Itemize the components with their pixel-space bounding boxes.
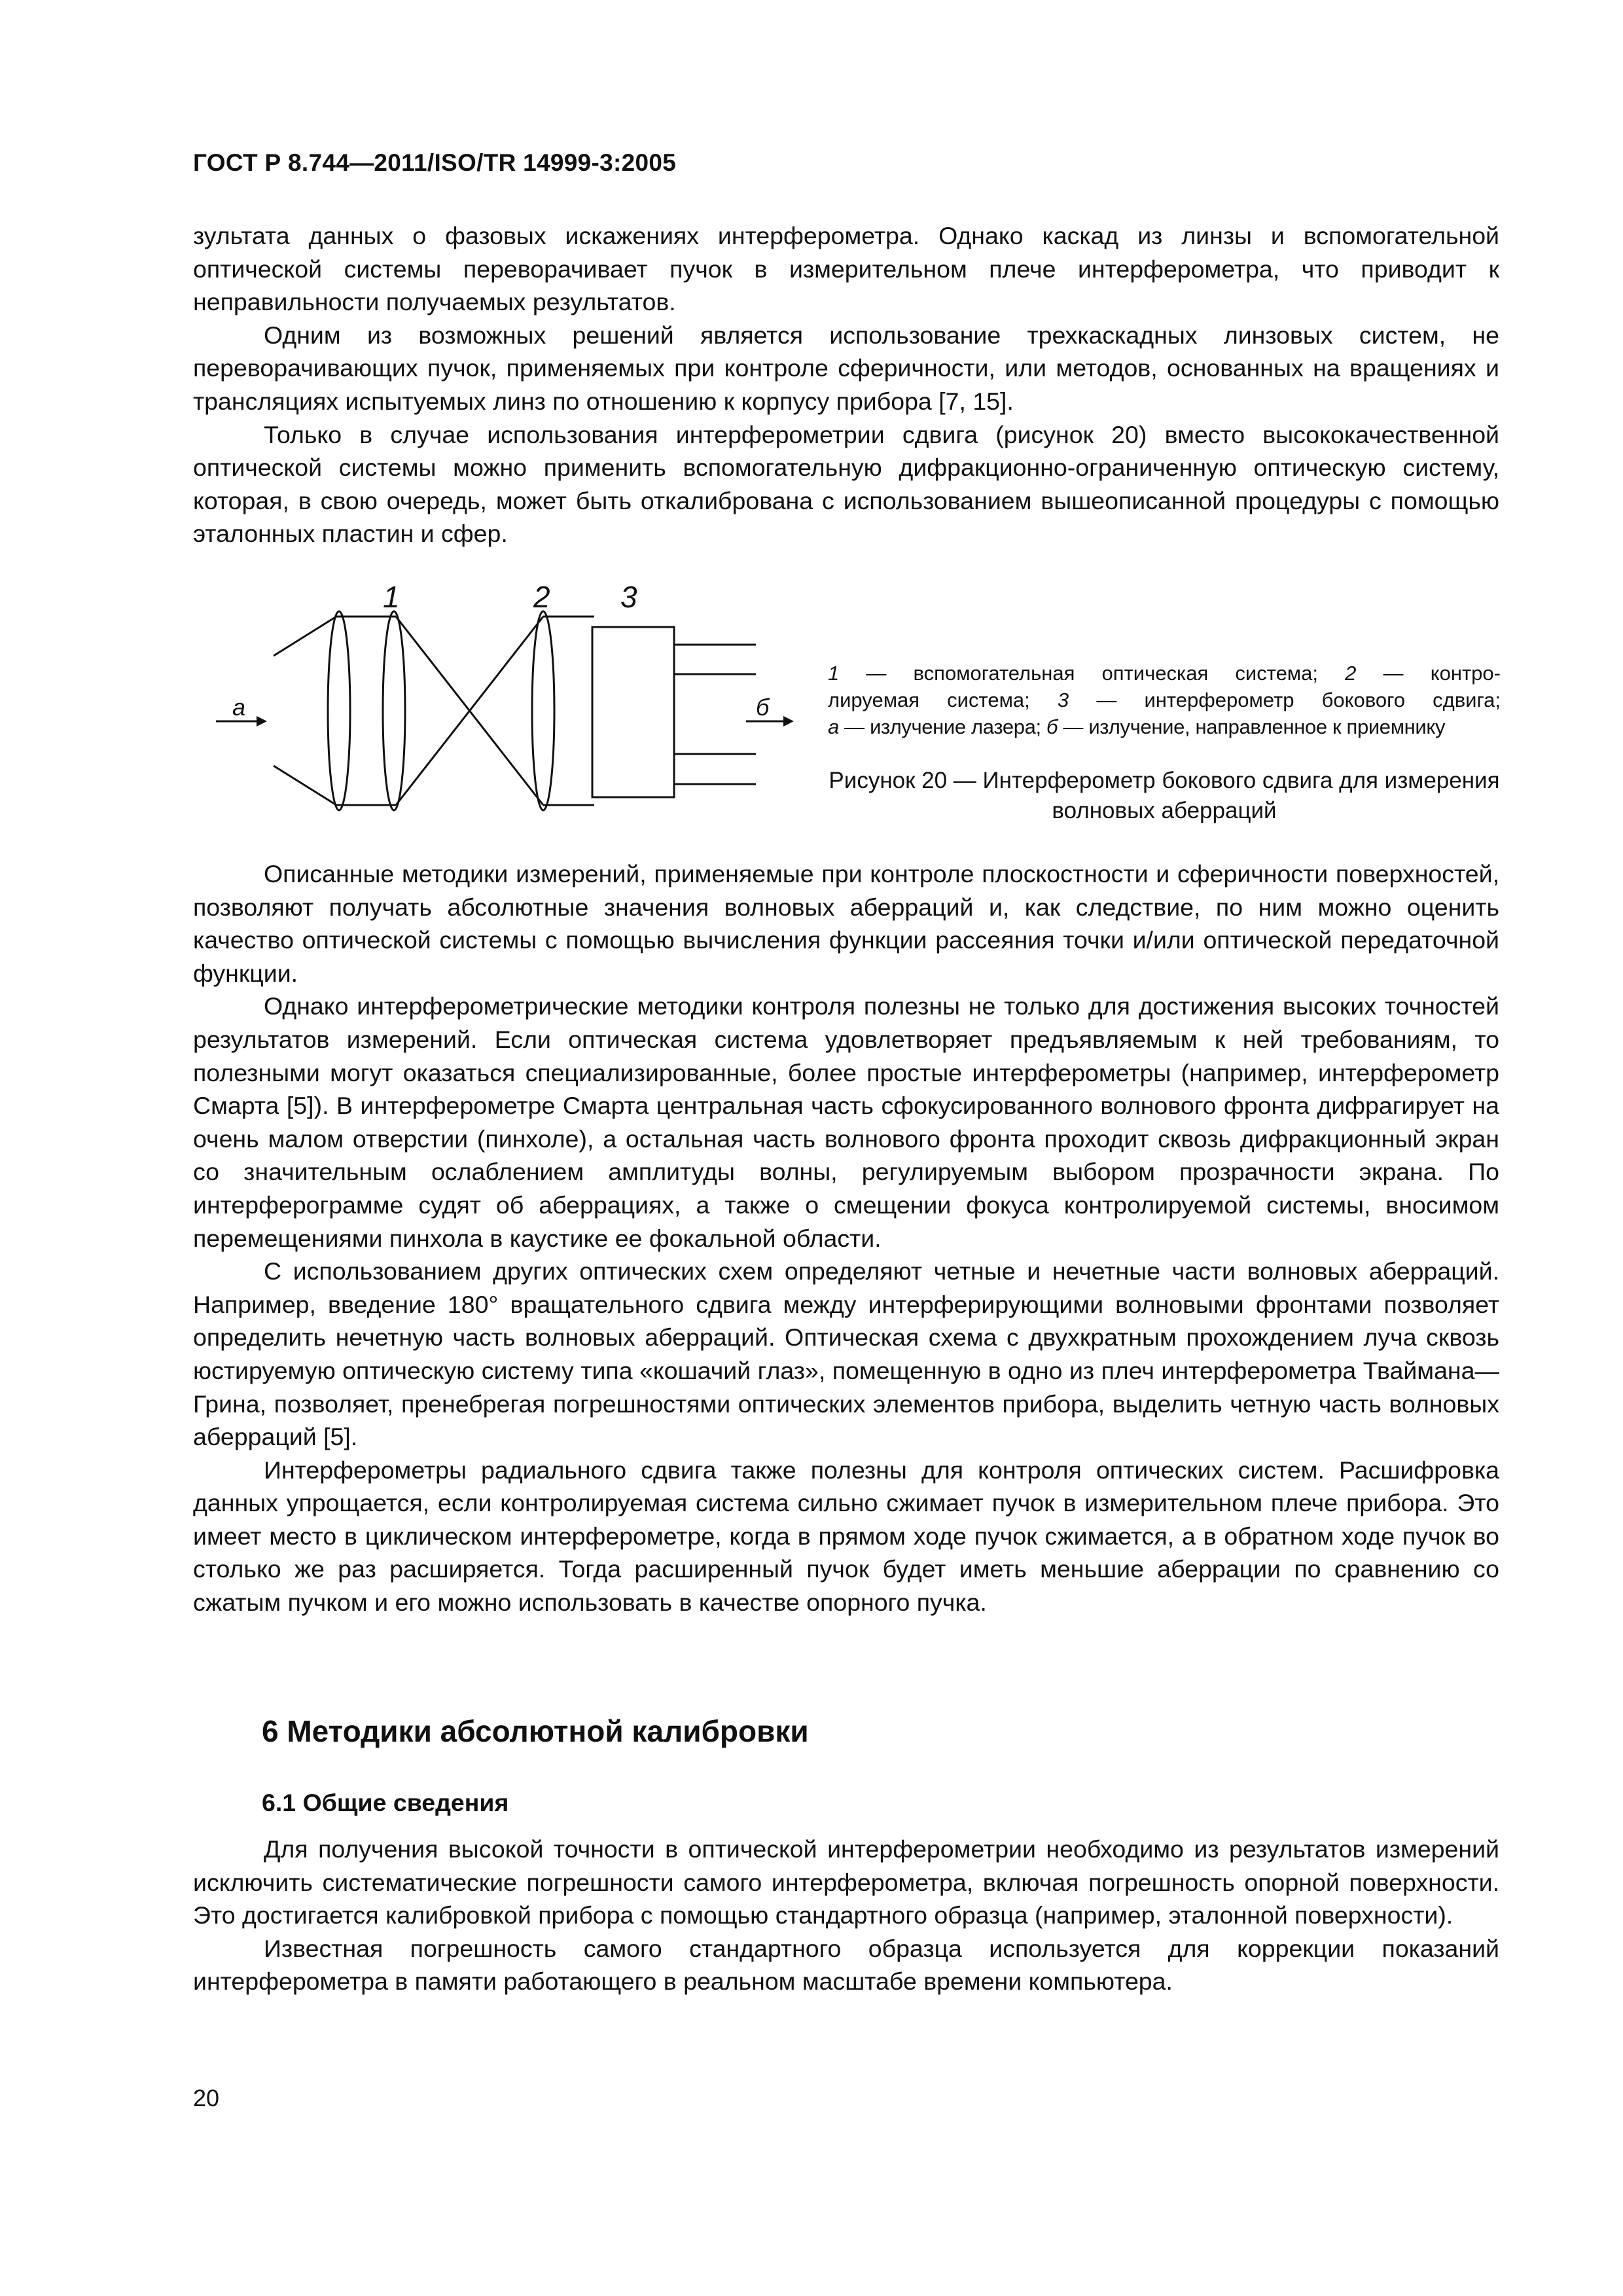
intro-paragraph-1: зультата данных о фазовых искажениях интерферометра. Однако каскад из линзы и вспомогательной оптической системы переворачивает пучок в измерительном плече интерферометра, что приводит к неправильности получаемых результатов.: [193, 222, 1499, 316]
document-header: ГОСТ Р 8.744—2011/ISO/TR 14999-3:2005: [193, 149, 677, 176]
page-number: 20: [193, 2085, 220, 2111]
lens-1a: [328, 611, 350, 810]
section-heading: 6 Методики абсолютной калибровки: [262, 1714, 809, 1748]
intro-text: [193, 219, 1499, 550]
body-paragraph-1: Описанные методики измерений, применяемые при контроле плоскостности и сферичности поверхностей, позволяют получать абсолютные значения волновых аберраций и, как следствие, по ним можно оценить качество оптической системы с помощью вычисления функции рассеяния точки и/или оптической передаточной функции.: [193, 860, 1499, 987]
figure-interferometer-diagram: [196, 576, 851, 838]
legend-line-3: а — излучение лазера; б — излучение, направленное к приемнику: [828, 715, 1446, 738]
body-paragraph-4: Интерферометры радиального сдвига также полезны для контроля оптических систем. Расшифровка данных упрощается, если контролируемая система сильно сжимает пучок в измерительном плече прибора. Это имеет место в циклическом интерферометре, когда в прямом ходе пучок сжимается, а в обратном ходе пучок во столько же раз расширяется. Тогда расширенный пучок будет иметь меньшие аберрации по сравнению со сжатым пучком и его можно использовать в качестве опорного пучка.: [193, 1456, 1499, 1617]
ray-lower-in: [274, 766, 336, 805]
label-3: 3: [620, 580, 637, 614]
label-1: 1: [383, 580, 400, 614]
body-paragraph-2: Однако интерферометрические методики контроля полезны не только для достижения высоких точностей результатов измерений. Если оптическая система удовлетворяет предъявляемым к ней требованиям, то полезными могут оказаться специализированные, более простые интерферометры (например, интерферометр Смарта [5]). В интерферометре Смарта центральная часть сфокусированного волнового фронта дифрагирует на очень малом отверстии (пинхоле), а остальная часть волнового фронта проходит сквозь дифракционный экран со значительным ослаблением амплитуды волны, регулируемым выбором прозрачности экрана. По интерферограмме судят об аберрациях, а также о смещении фокуса контролируемой системы, вносимом перемещениями пинхола в каустике ее фокальной области.: [193, 992, 1499, 1252]
body-text: [193, 857, 1499, 1619]
label-b: б: [756, 694, 770, 721]
figure-caption: Рисунок 20 — Интерферометр бокового сдвига для измерения волновых аберраций: [829, 768, 1500, 823]
interferometer-diagram: [196, 576, 851, 838]
ray-upper-in: [274, 617, 336, 656]
intro-paragraph-2: Одним из возможных решений является использование трехкаскадных линзовых систем, не переворачивающих пучок, применяемых при контроле сферичности, или методов, основанных на вращениях и трансляциях испытуемых линз по отношению к корпусу прибора [7, 15].: [193, 321, 1499, 415]
lens-1b: [383, 611, 405, 810]
lens-2: [532, 611, 554, 810]
arrow-a-head: [257, 716, 267, 726]
final-paragraph-2: Известная погрешность самого стандартного образца используется для коррекции показаний интерферометра в памяти работающего в реальном масштабе времени компьютера.: [193, 1934, 1499, 1996]
final-paragraph-1: Для получения высокой точности в оптической интерферометрии необходимо из результатов измерений исключить систематические погрешности самого интерферометра, включая погрешность опорной поверхности. Это достигается калибровкой прибора с помощью стандартного образца (например, эталонной поверхности).: [193, 1835, 1499, 1929]
subsection-heading: 6.1 Общие сведения: [262, 1789, 509, 1816]
interferometer-box: [592, 627, 674, 797]
label-a: а: [232, 694, 246, 721]
figure-legend: [828, 660, 1501, 740]
final-text: [193, 1833, 1499, 1998]
label-2: 2: [533, 580, 550, 614]
intro-paragraph-3: Только в случае использования интерферометрии сдвига (рисунок 20) вместо высококачественной оптической системы можно применить вспомогательную дифракционно-ограниченную оптическую систему, которая, в свою очередь, может быть откалибрована с использованием вышеописанной процедуры с помощью эталонных пластин и сфер.: [193, 420, 1499, 548]
legend-line-2: лируемая система; 3 — интерферометр бокового сдвига;: [828, 689, 1501, 711]
arrow-b-head: [783, 716, 794, 726]
legend-line-1: 1 — вспомогательная оптическая система; 2 — контро-: [828, 662, 1501, 685]
body-paragraph-3: С использованием других оптических схем определяют четные и нечетные части волновых аберраций. Например, введение 180° вращательного сдвига между интерферирующими волновыми фронтами позволяет определить нечетную часть волновых аберраций. Оптическая схема с двухкратным прохождением луча сквозь юстируемую оптическую систему типа «кошачий глаз», помещенную в одно из плеч интерферометра Тваймана—Грина, позволяет, пренебрегая погрешностями оптических элементов прибора, выделить четную часть волновых аберраций [5].: [193, 1257, 1499, 1451]
